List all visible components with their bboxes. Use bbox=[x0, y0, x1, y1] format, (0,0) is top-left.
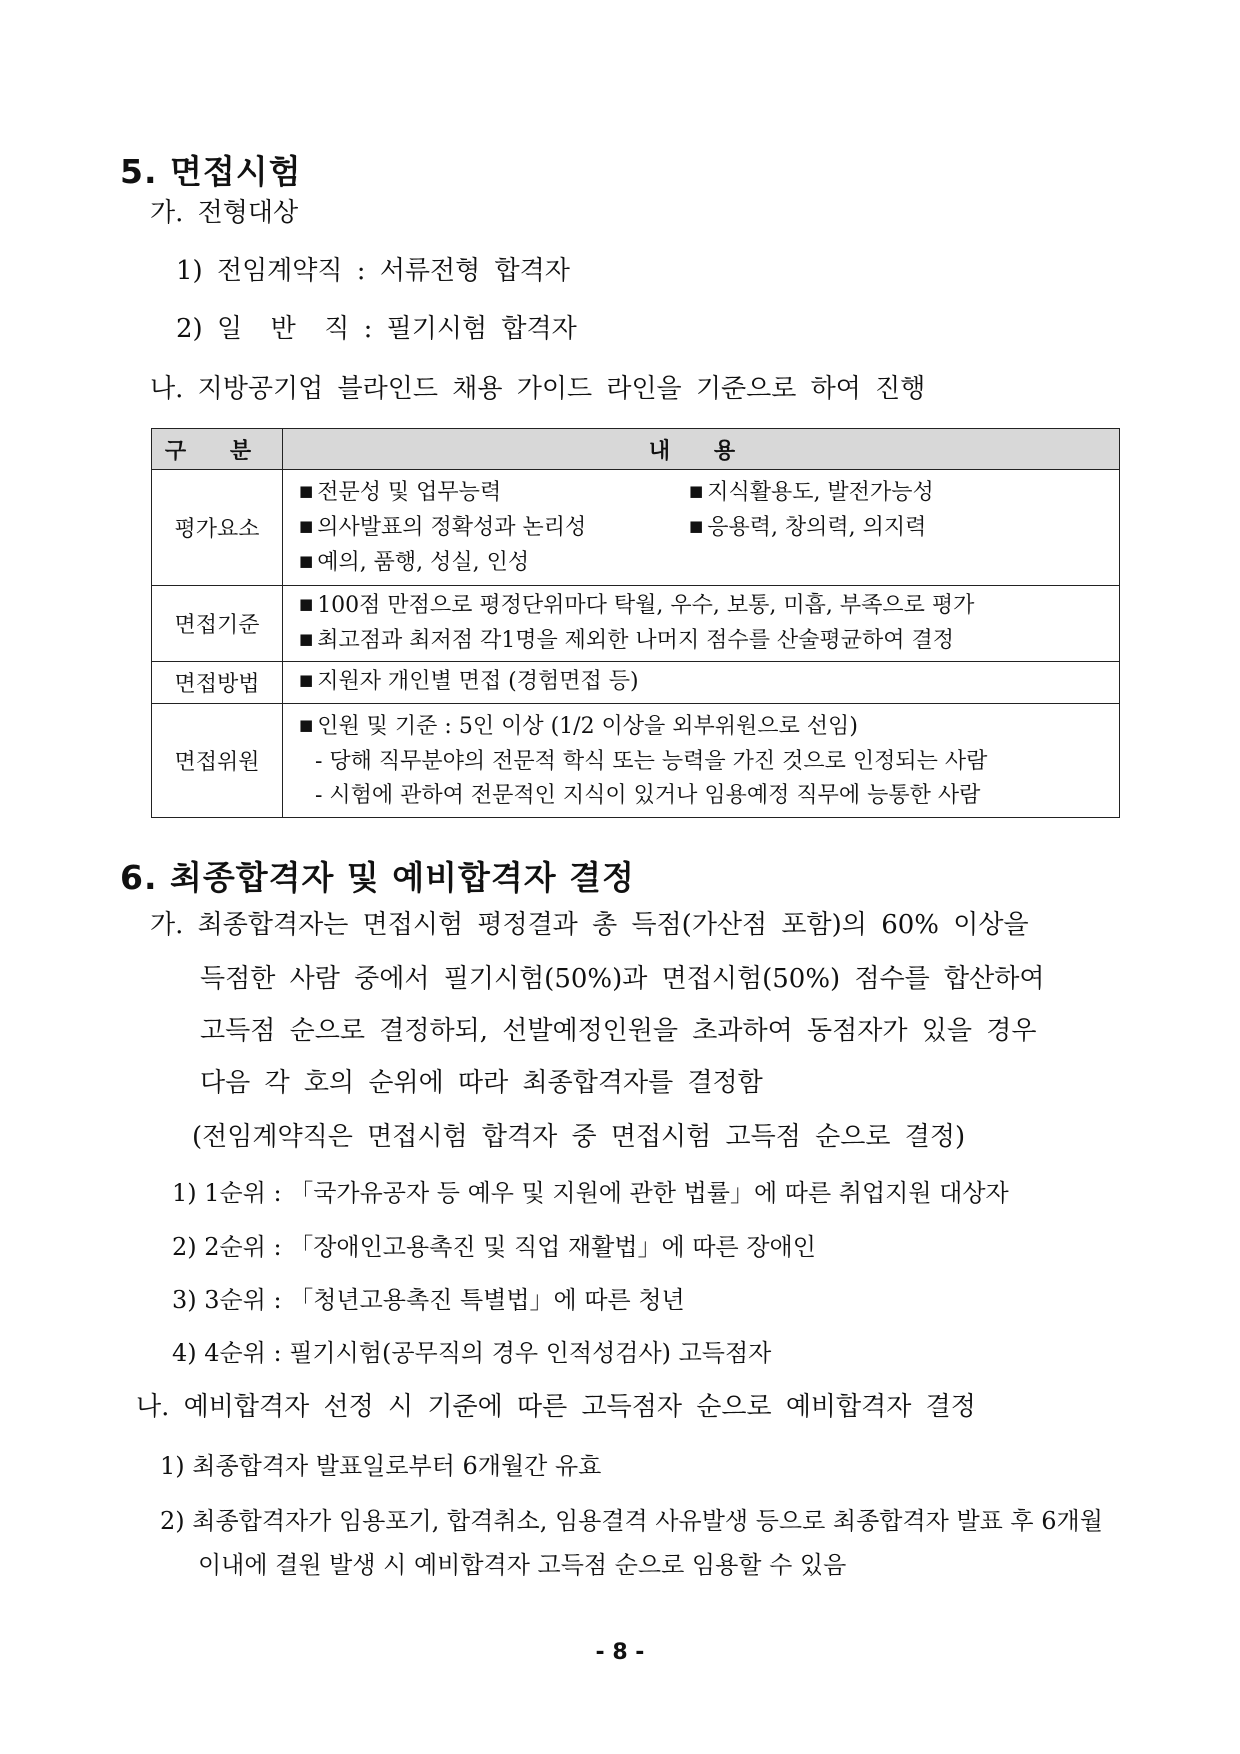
list-item: - 시험에 관하여 전문적인 지식이 있거나 임용예정 직무에 능통한 사람 bbox=[315, 783, 981, 808]
list-item: ■ 지원자 개인별 면접 (경험면접 등) bbox=[299, 669, 639, 694]
table-row bbox=[152, 470, 1120, 586]
square-bullet-icon: ■ bbox=[299, 671, 314, 689]
section6-na-item: 1) 최종합격자 발표일로부터 6개월간 유효 bbox=[160, 1452, 602, 1480]
section6-na: 나. 예비합격자 선정 시 기준에 따른 고득점자 순으로 예비합격자 결정 bbox=[136, 1392, 976, 1422]
table-header-category: 구 분 bbox=[152, 429, 283, 470]
list-item: ■ 응용력, 창의력, 의지력 bbox=[689, 515, 927, 540]
row-category: 면접위원 bbox=[152, 704, 283, 818]
rank-item: 2) 2순위 : 「장애인고용촉진 및 직업 재활법」에 따른 장애인 bbox=[172, 1233, 816, 1261]
square-bullet-icon: ■ bbox=[299, 482, 314, 500]
list-item: ■ 인원 및 기준 : 5인 이상 (1/2 이상을 외부위원으로 선임) bbox=[299, 714, 858, 739]
square-bullet-icon: ■ bbox=[299, 594, 314, 613]
row-category: 면접기준 bbox=[152, 586, 283, 662]
list-item: ■ 최고점과 최저점 각1명을 제외한 나머지 점수를 산술평균하여 결정 bbox=[299, 627, 954, 653]
square-bullet-icon: ■ bbox=[299, 629, 314, 648]
list-item: ■ 전문성 및 업무능력 bbox=[299, 480, 502, 505]
section5-ga: 가. 전형대상 bbox=[150, 198, 299, 228]
section6-na-item: 이내에 결원 발생 시 예비합격자 고득점 순으로 임용할 수 있음 bbox=[198, 1551, 847, 1579]
section6-heading: 6. 최종합격자 및 예비합격자 결정 bbox=[120, 858, 635, 897]
table-row bbox=[152, 704, 1120, 818]
interview-criteria-table bbox=[151, 428, 1120, 818]
rank-item: 3) 3순위 : 「청년고용촉진 특별법」에 따른 청년 bbox=[172, 1286, 685, 1314]
page-number: - 8 - bbox=[595, 1640, 645, 1665]
table-header-row bbox=[152, 429, 1120, 470]
list-item: - 당해 직무분야의 전문적 학식 또는 능력을 가진 것으로 인정되는 사람 bbox=[315, 749, 988, 774]
table-row bbox=[152, 586, 1120, 662]
rank-item: 4) 4순위 : 필기시험(공무직의 경우 인적성검사) 고득점자 bbox=[172, 1339, 772, 1367]
section6-ga-line: 가. 최종합격자는 면접시험 평정결과 총 득점(가산점 포함)의 60% 이상을 bbox=[150, 910, 1029, 940]
section6-na-item: 2) 최종합격자가 임용포기, 합격취소, 임용결격 사유발생 등으로 최종합격자 발표 후 6개월 bbox=[160, 1507, 1103, 1535]
list-item: ■ 지식활용도, 발전가능성 bbox=[689, 480, 934, 505]
section5-na: 나. 지방공기업 블라인드 채용 가이드 라인을 기준으로 하여 진행 bbox=[150, 374, 926, 404]
section5-ga-item: 1) 전임계약직 : 서류전형 합격자 bbox=[176, 256, 570, 286]
square-bullet-icon: ■ bbox=[689, 517, 704, 535]
square-bullet-icon: ■ bbox=[689, 482, 704, 500]
table-row bbox=[152, 662, 1120, 704]
section5-ga-item: 2) 일 반 직 : 필기시험 합격자 bbox=[176, 314, 577, 344]
list-item: ■ 의사발표의 정확성과 논리성 bbox=[299, 515, 587, 540]
section6-ga-line: 득점한 사람 중에서 필기시험(50%)과 면접시험(50%) 점수를 합산하여 bbox=[200, 964, 1045, 994]
section5-heading: 5. 면접시험 bbox=[120, 152, 302, 191]
section6-ga-line: 고득점 순으로 결정하되, 선발예정인원을 초과하여 동점자가 있을 경우 bbox=[200, 1016, 1037, 1046]
section6-ga-line: 다음 각 호의 순위에 따라 최종합격자를 결정함 bbox=[200, 1068, 763, 1098]
list-item: ■ 100점 만점으로 평정단위마다 탁월, 우수, 보통, 미흡, 부족으로 평가 bbox=[299, 592, 975, 618]
row-category: 면접방법 bbox=[152, 662, 283, 704]
square-bullet-icon: ■ bbox=[299, 552, 314, 570]
rank-item: 1) 1순위 : 「국가유공자 등 예우 및 지원에 관한 법률」에 따른 취업지원 대상자 bbox=[172, 1179, 1009, 1207]
square-bullet-icon: ■ bbox=[299, 716, 314, 734]
section6-ga-line: (전임계약직은 면접시험 합격자 중 면접시험 고득점 순으로 결정) bbox=[192, 1122, 966, 1152]
list-item: ■ 예의, 품행, 성실, 인성 bbox=[299, 550, 530, 575]
table-header-content: 내 용 bbox=[283, 429, 1120, 470]
square-bullet-icon: ■ bbox=[299, 517, 314, 535]
row-category: 평가요소 bbox=[152, 470, 283, 586]
